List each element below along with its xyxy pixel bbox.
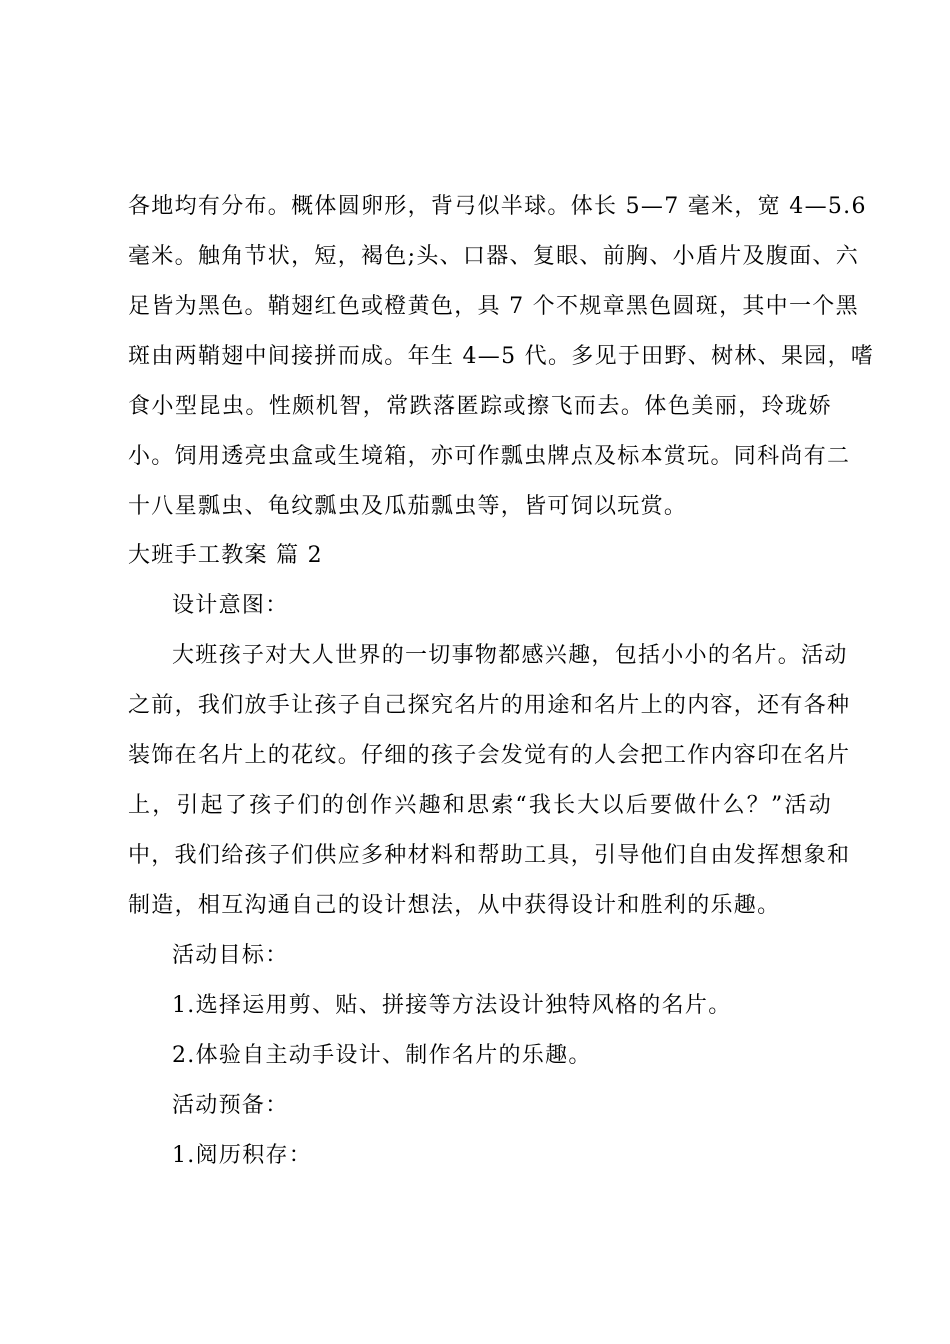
body-text-line: 装饰在名片上的花纹。仔细的孩子会发觉有的人会把工作内容印在名片 [128,743,851,768]
body-text-line: 中，我们给孩子们供应多种材料和帮助工具，引导他们自由发挥想象和 [128,843,851,868]
body-text-line: 大班孩子对大人世界的一切事物都感兴趣，包括小小的名片。活动 [172,643,848,668]
prep-label: 活动预备： [172,1093,289,1118]
body-text-line: 斑由两鞘翅中间接拼而成。年生 4—5 代。多见于田野、树林、果园，嗜 [128,344,875,369]
body-text-line: 毫米。触角节状，短，褐色;头、口器、复眼、前胸、小盾片及腹面、六 [128,244,860,269]
goal-item: 1.选择运用剪、贴、拼接等方法设计独特风格的名片。 [172,993,732,1018]
body-text-line: 之前，我们放手让孩子自己探究名片的用途和名片上的内容，还有各种 [128,693,851,718]
body-text-line: 十八星瓢虫、龟纹瓢虫及瓜茄瓢虫等，皆可饲以玩赏。 [128,494,688,519]
design-intent-label: 设计意图： [172,593,289,618]
body-text-line: 小。饲用透亮虫盒或生境箱，亦可作瓢虫牌点及标本赏玩。同科尚有二 [128,444,851,469]
goal-item: 2.体验自主动手设计、制作名片的乐趣。 [172,1043,592,1068]
body-text-line: 食小型昆虫。性颇机智，常跌落匿踪或擦飞而去。体色美丽，玲珑娇 [128,394,832,419]
section-heading: 大班手工教案 篇 2 [128,543,323,568]
prep-item: 1.阅历积存： [172,1143,313,1168]
goals-label: 活动目标： [172,943,289,968]
body-text-line: 各地均有分布。概体圆卵形，背弓似半球。体长 5—7 毫米，宽 4—5.6 [128,194,867,219]
body-text-line: 制造，相互沟通自己的设计想法，从中获得设计和胜利的乐趣。 [128,893,781,918]
body-text-line: 足皆为黑色。鞘翅红色或橙黄色，具 7 个不规章黑色圆斑，其中一个黑 [128,294,859,319]
body-text-line: 上，引起了孩子们的创作兴趣和思索“我长大以后要做什么？”活动 [128,793,832,818]
